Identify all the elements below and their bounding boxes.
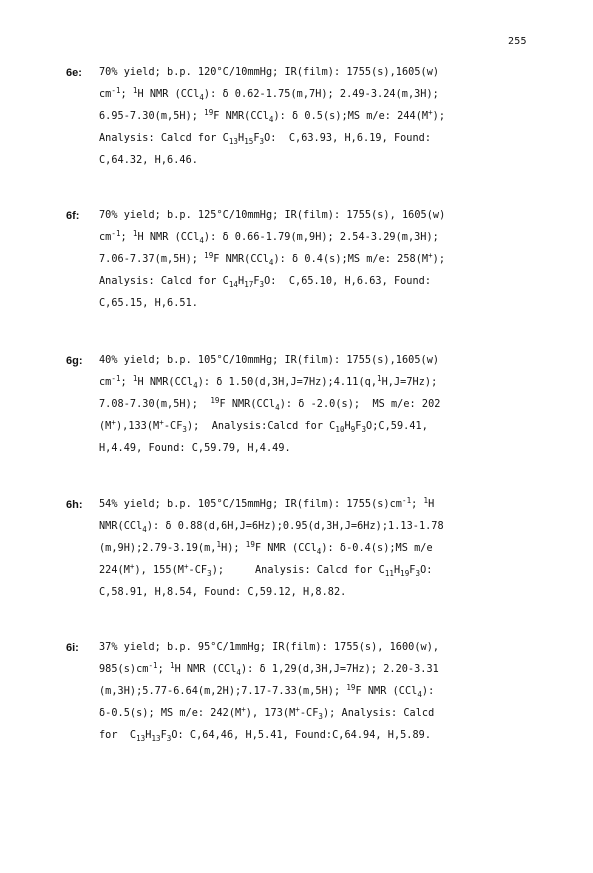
compound-label: 6h: bbox=[66, 499, 83, 511]
entry-line: C,64.32, H,6.46. bbox=[99, 155, 198, 166]
entry-line: $cm^{-1}$; $^1$H NMR (CCl$_4$): δ 0.62-1.75(m,7H); 2.49-3.24(m,3H); bbox=[99, 86, 439, 102]
entry-line: 6.95-7.30(m,5H); $^{19}$F NMR(CCl$_4$): δ 0.5(s);MS m/e: 244(M+); bbox=[99, 108, 446, 124]
entry-line: 37% yield; b.p. 95°C/1mmHg; IR(film): 1755(s), 1600(w), bbox=[99, 642, 440, 653]
entry-line: Analysis: Calcd for $C_{13}H_{15}F_3O$: C,63.93, H,6.19, Found: bbox=[99, 133, 432, 146]
entry-line: 7.08-7.30(m,5H); $^{19}$F NMR(CCl$_4$): δ -2.0(s); MS m/e: 202 bbox=[99, 396, 441, 412]
compound-label: 6e: bbox=[66, 67, 82, 79]
entry-line: 54% yield; b.p. 105°C/15mmHg; IR(film): $1755(s)cm^{-1}$; $^1$H bbox=[99, 496, 435, 510]
entry-line: $985(s)cm^{-1}$; $^1$H NMR (CCl$_4$): δ 1,29(d,3H,J=7Hz); 2.20-3.31 bbox=[99, 661, 439, 677]
entry-line: $(M^+),133(M^+-CF_3)$; Analysis:Calcd for $C_{10}H_9F_3O;C,59.41$, bbox=[99, 418, 428, 434]
entry-line: (m,9H);2.79-3.19(m,$^1$H); $^{19}$F NMR (CCl$_4$): δ-0.4(s);MS m/e bbox=[99, 540, 433, 556]
entry-line: δ-0.5(s); MS m/e: 242(M+), $173(M^+-CF_3)$; Analysis: Calcd bbox=[99, 705, 435, 721]
compound-label: 6f: bbox=[66, 210, 80, 222]
entry-line: (m,3H);5.77-6.64(m,2H);7.17-7.33(m,5H); $^{19}$F NMR (CCl$_4$): bbox=[99, 683, 435, 699]
entry-line: 224(M+), $155(M^+-CF_3)$; Analysis: Calcd for $C_{11}H_{19}F_3O$: bbox=[99, 562, 433, 578]
entry-line: 70% yield; b.p. 120°C/10mmHg; IR(film): 1755(s),1605(w) bbox=[99, 67, 440, 78]
page-number: 255 bbox=[508, 36, 527, 47]
entry-line: NMR(CCl$_4$): δ 0.88(d,6H,J=6Hz);0.95(d,3H,J=6Hz);1.13-1.78 bbox=[99, 521, 444, 534]
entry-line: for $C_{13}H_{13}F_3O$: C,64,46, H,5.41, Found:C,64.94, H,5.89. bbox=[99, 730, 432, 743]
entry-line: 7.06-7.37(m,5H); $^{19}$F NMR(CCl$_4$): δ 0.4(s);MS m/e: 258(M+); bbox=[99, 251, 446, 267]
entry-line: C,65.15, H,6.51. bbox=[99, 298, 198, 309]
entry-line: 40% yield; b.p. 105°C/10mmHg; IR(film): 1755(s),1605(w) bbox=[99, 355, 440, 366]
entry-line: H,4.49, Found: C,59.79, H,4.49. bbox=[99, 443, 291, 454]
entry-line: 70% yield; b.p. 125°C/10mmHg; IR(film): 1755(s), 1605(w) bbox=[99, 210, 446, 221]
entry-line: $cm^{-1}$; $^1$H NMR(CCl$_4$): δ 1.50(d,3H,J=7Hz);4.11(q,$^1$H,J=7Hz); bbox=[99, 374, 438, 390]
compound-label: 6i: bbox=[66, 642, 79, 654]
entry-line: $cm^{-1}$; $^1$H NMR (CCl$_4$): δ 0.66-1.79(m,9H); 2.54-3.29(m,3H); bbox=[99, 229, 439, 245]
entry-line: C,58.91, H,8.54, Found: C,59.12, H,8.82. bbox=[99, 587, 347, 598]
entry-line: Analysis: Calcd for $C_{14}H_{17}F_3O$: C,65.10, H,6.63, Found: bbox=[99, 276, 432, 289]
compound-label: 6g: bbox=[66, 355, 83, 367]
